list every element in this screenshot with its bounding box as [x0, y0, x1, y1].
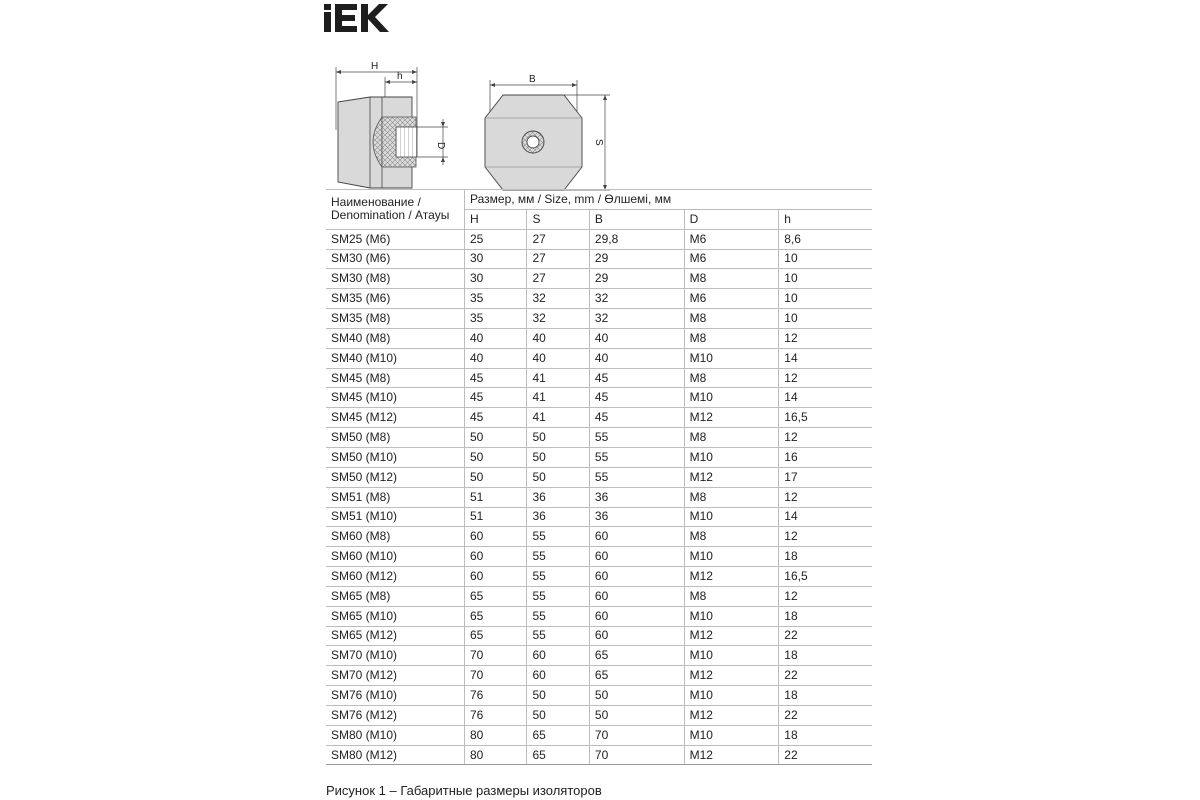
cell-D: M12 — [684, 408, 779, 428]
cell-S: 50 — [527, 428, 589, 448]
table-row — [326, 467, 872, 487]
table-row — [326, 428, 872, 448]
cell-D: M10 — [684, 606, 779, 626]
cell-name: SM45 (M12) — [326, 408, 465, 428]
cell-name: SM50 (M12) — [326, 467, 465, 487]
cell-S: 40 — [527, 328, 589, 348]
cell-H: 60 — [465, 547, 527, 567]
cell-D: M8 — [684, 428, 779, 448]
cell-D: M10 — [684, 646, 779, 666]
side-view-drawing — [336, 67, 448, 188]
cell-H: 30 — [465, 269, 527, 289]
table-row — [326, 646, 872, 666]
cell-S: 65 — [527, 745, 589, 765]
cell-name: SM30 (M8) — [326, 269, 465, 289]
cell-B: 50 — [589, 686, 684, 706]
cell-D: M8 — [684, 309, 779, 329]
cell-name: SM50 (M10) — [326, 447, 465, 467]
cell-D: M8 — [684, 487, 779, 507]
table-row — [326, 229, 872, 249]
cell-h: 10 — [779, 249, 872, 269]
figure-caption: Рисунок 1 – Габаритные размеры изоляторов — [326, 783, 602, 798]
cell-name: SM60 (M12) — [326, 567, 465, 587]
cell-name: SM65 (M10) — [326, 606, 465, 626]
cell-D: M10 — [684, 348, 779, 368]
table-row — [326, 388, 872, 408]
cell-H: 50 — [465, 447, 527, 467]
dim-label-H: H — [371, 61, 379, 72]
cell-B: 45 — [589, 408, 684, 428]
cell-D: M8 — [684, 368, 779, 388]
cell-h: 22 — [779, 666, 872, 686]
cell-H: 50 — [465, 467, 527, 487]
cell-B: 60 — [589, 606, 684, 626]
cell-h: 14 — [779, 388, 872, 408]
cell-H: 65 — [465, 606, 527, 626]
cell-D: M10 — [684, 547, 779, 567]
table-row — [326, 408, 872, 428]
cell-S: 32 — [527, 289, 589, 309]
cell-B: 40 — [589, 348, 684, 368]
cell-h: 14 — [779, 348, 872, 368]
cell-H: 80 — [465, 745, 527, 765]
cell-B: 55 — [589, 447, 684, 467]
cell-name: SM70 (M10) — [326, 646, 465, 666]
column-header-S: S — [527, 209, 589, 229]
cell-D: M12 — [684, 467, 779, 487]
cell-B: 32 — [589, 289, 684, 309]
cell-name: SM45 (M8) — [326, 368, 465, 388]
cell-D: M8 — [684, 269, 779, 289]
cell-h: 8,6 — [779, 229, 872, 249]
cell-name: SM40 (M8) — [326, 328, 465, 348]
table-row — [326, 606, 872, 626]
cell-H: 40 — [465, 348, 527, 368]
cell-H: 76 — [465, 686, 527, 706]
table-row — [326, 725, 872, 745]
cell-H: 45 — [465, 408, 527, 428]
column-header-h: h — [779, 209, 872, 229]
cell-h: 18 — [779, 547, 872, 567]
cell-h: 12 — [779, 428, 872, 448]
cell-B: 70 — [589, 725, 684, 745]
cell-S: 50 — [527, 686, 589, 706]
cell-B: 55 — [589, 428, 684, 448]
cell-H: 50 — [465, 428, 527, 448]
column-header-H: H — [465, 209, 527, 229]
cell-D: M10 — [684, 507, 779, 527]
dim-label-S: S — [593, 139, 604, 146]
cell-h: 16 — [779, 447, 872, 467]
cell-name: SM76 (M10) — [326, 686, 465, 706]
cell-h: 10 — [779, 289, 872, 309]
cell-D: M10 — [684, 686, 779, 706]
table-row — [326, 567, 872, 587]
cell-name: SM50 (M8) — [326, 428, 465, 448]
dim-label-B: B — [529, 74, 536, 85]
cell-h: 12 — [779, 586, 872, 606]
cell-H: 60 — [465, 527, 527, 547]
cell-S: 60 — [527, 666, 589, 686]
table-row — [326, 487, 872, 507]
cell-name: SM25 (M6) — [326, 229, 465, 249]
cell-name: SM80 (M10) — [326, 725, 465, 745]
cell-name: SM35 (M6) — [326, 289, 465, 309]
cell-H: 40 — [465, 328, 527, 348]
cell-D: M8 — [684, 527, 779, 547]
table-header-row — [326, 190, 872, 210]
cell-B: 29 — [589, 249, 684, 269]
cell-S: 55 — [527, 527, 589, 547]
column-header-D: D — [684, 209, 779, 229]
cell-D: M12 — [684, 745, 779, 765]
front-view-drawing — [485, 80, 610, 190]
cell-S: 55 — [527, 567, 589, 587]
cell-h: 18 — [779, 646, 872, 666]
dim-label-h: h — [397, 71, 403, 82]
table-row — [326, 309, 872, 329]
cell-H: 45 — [465, 368, 527, 388]
cell-name: SM65 (M12) — [326, 626, 465, 646]
cell-B: 70 — [589, 745, 684, 765]
cell-h: 12 — [779, 487, 872, 507]
cell-h: 10 — [779, 269, 872, 289]
cell-B: 60 — [589, 567, 684, 587]
cell-D: M10 — [684, 388, 779, 408]
cell-name: SM45 (M10) — [326, 388, 465, 408]
table-row — [326, 328, 872, 348]
cell-S: 50 — [527, 705, 589, 725]
cell-name: SM70 (M12) — [326, 666, 465, 686]
table-row — [326, 705, 872, 725]
cell-B: 45 — [589, 368, 684, 388]
table-row — [326, 666, 872, 686]
cell-h: 17 — [779, 467, 872, 487]
table-row — [326, 249, 872, 269]
cell-h: 12 — [779, 368, 872, 388]
cell-name: SM80 (M12) — [326, 745, 465, 765]
cell-S: 41 — [527, 368, 589, 388]
cell-D: M10 — [684, 447, 779, 467]
table-row — [326, 527, 872, 547]
cell-h: 22 — [779, 745, 872, 765]
cell-S: 27 — [527, 249, 589, 269]
cell-B: 36 — [589, 507, 684, 527]
name-header-line-1: Наименование / — [331, 195, 421, 210]
cell-H: 51 — [465, 487, 527, 507]
cell-H: 80 — [465, 725, 527, 745]
table-row — [326, 289, 872, 309]
cell-name: SM35 (M8) — [326, 309, 465, 329]
size-group-header: Размер, мм / Size, mm / Өлшемі, мм — [465, 190, 873, 210]
cell-B: 29 — [589, 269, 684, 289]
cell-name: SM51 (M8) — [326, 487, 465, 507]
cell-B: 60 — [589, 626, 684, 646]
cell-h: 18 — [779, 725, 872, 745]
cell-name: SM60 (M8) — [326, 527, 465, 547]
cell-S: 32 — [527, 309, 589, 329]
cell-S: 41 — [527, 388, 589, 408]
cell-B: 50 — [589, 705, 684, 725]
cell-H: 60 — [465, 567, 527, 587]
cell-h: 16,5 — [779, 408, 872, 428]
cell-S: 65 — [527, 725, 589, 745]
cell-B: 65 — [589, 666, 684, 686]
cell-H: 70 — [465, 666, 527, 686]
table-row — [326, 745, 872, 765]
cell-D: M6 — [684, 229, 779, 249]
cell-S: 55 — [527, 606, 589, 626]
table-row — [326, 368, 872, 388]
cell-S: 27 — [527, 229, 589, 249]
table-row — [326, 686, 872, 706]
cell-h: 22 — [779, 626, 872, 646]
cell-D: M12 — [684, 567, 779, 587]
cell-S: 55 — [527, 586, 589, 606]
table-row — [326, 547, 872, 567]
cell-D: M12 — [684, 705, 779, 725]
cell-B: 45 — [589, 388, 684, 408]
cell-D: M10 — [684, 725, 779, 745]
cell-S: 41 — [527, 408, 589, 428]
column-header-B: B — [589, 209, 684, 229]
cell-H: 45 — [465, 388, 527, 408]
cell-D: M8 — [684, 328, 779, 348]
cell-h: 12 — [779, 527, 872, 547]
iek-logo — [324, 4, 402, 32]
cell-B: 40 — [589, 328, 684, 348]
table-row — [326, 447, 872, 467]
cell-B: 32 — [589, 309, 684, 329]
cell-H: 51 — [465, 507, 527, 527]
cell-h: 14 — [779, 507, 872, 527]
cell-H: 65 — [465, 586, 527, 606]
cell-name: SM40 (M10) — [326, 348, 465, 368]
insulator-drawings — [300, 55, 900, 195]
cell-h: 16,5 — [779, 567, 872, 587]
cell-S: 55 — [527, 547, 589, 567]
cell-D: M6 — [684, 249, 779, 269]
cell-H: 70 — [465, 646, 527, 666]
cell-D: M6 — [684, 289, 779, 309]
cell-S: 36 — [527, 507, 589, 527]
cell-name: SM65 (M8) — [326, 586, 465, 606]
cell-name: SM60 (M10) — [326, 547, 465, 567]
cell-H: 35 — [465, 289, 527, 309]
table-row — [326, 507, 872, 527]
name-column-header — [326, 190, 465, 230]
name-header-line-2: Denomination / Атауы — [331, 208, 450, 223]
cell-H: 65 — [465, 626, 527, 646]
cell-h: 18 — [779, 686, 872, 706]
cell-h: 10 — [779, 309, 872, 329]
cell-h: 18 — [779, 606, 872, 626]
cell-D: M12 — [684, 626, 779, 646]
cell-S: 55 — [527, 626, 589, 646]
cell-name: SM76 (M12) — [326, 705, 465, 725]
cell-S: 40 — [527, 348, 589, 368]
cell-B: 60 — [589, 547, 684, 567]
cell-B: 55 — [589, 467, 684, 487]
cell-S: 60 — [527, 646, 589, 666]
cell-name: SM51 (M10) — [326, 507, 465, 527]
cell-B: 29,8 — [589, 229, 684, 249]
cell-S: 36 — [527, 487, 589, 507]
cell-D: M12 — [684, 666, 779, 686]
table-row — [326, 269, 872, 289]
table-row — [326, 348, 872, 368]
cell-H: 30 — [465, 249, 527, 269]
cell-name: SM30 (M6) — [326, 249, 465, 269]
cell-H: 25 — [465, 229, 527, 249]
table-row — [326, 626, 872, 646]
cell-B: 60 — [589, 586, 684, 606]
cell-B: 60 — [589, 527, 684, 547]
cell-H: 35 — [465, 309, 527, 329]
cell-S: 50 — [527, 467, 589, 487]
cell-S: 27 — [527, 269, 589, 289]
table-row — [326, 586, 872, 606]
dim-label-D: D — [435, 142, 446, 150]
cell-B: 36 — [589, 487, 684, 507]
cell-D: M8 — [684, 586, 779, 606]
cell-H: 76 — [465, 705, 527, 725]
cell-S: 50 — [527, 447, 589, 467]
dimensions-table — [326, 189, 872, 765]
cell-h: 12 — [779, 328, 872, 348]
cell-h: 22 — [779, 705, 872, 725]
cell-B: 65 — [589, 646, 684, 666]
